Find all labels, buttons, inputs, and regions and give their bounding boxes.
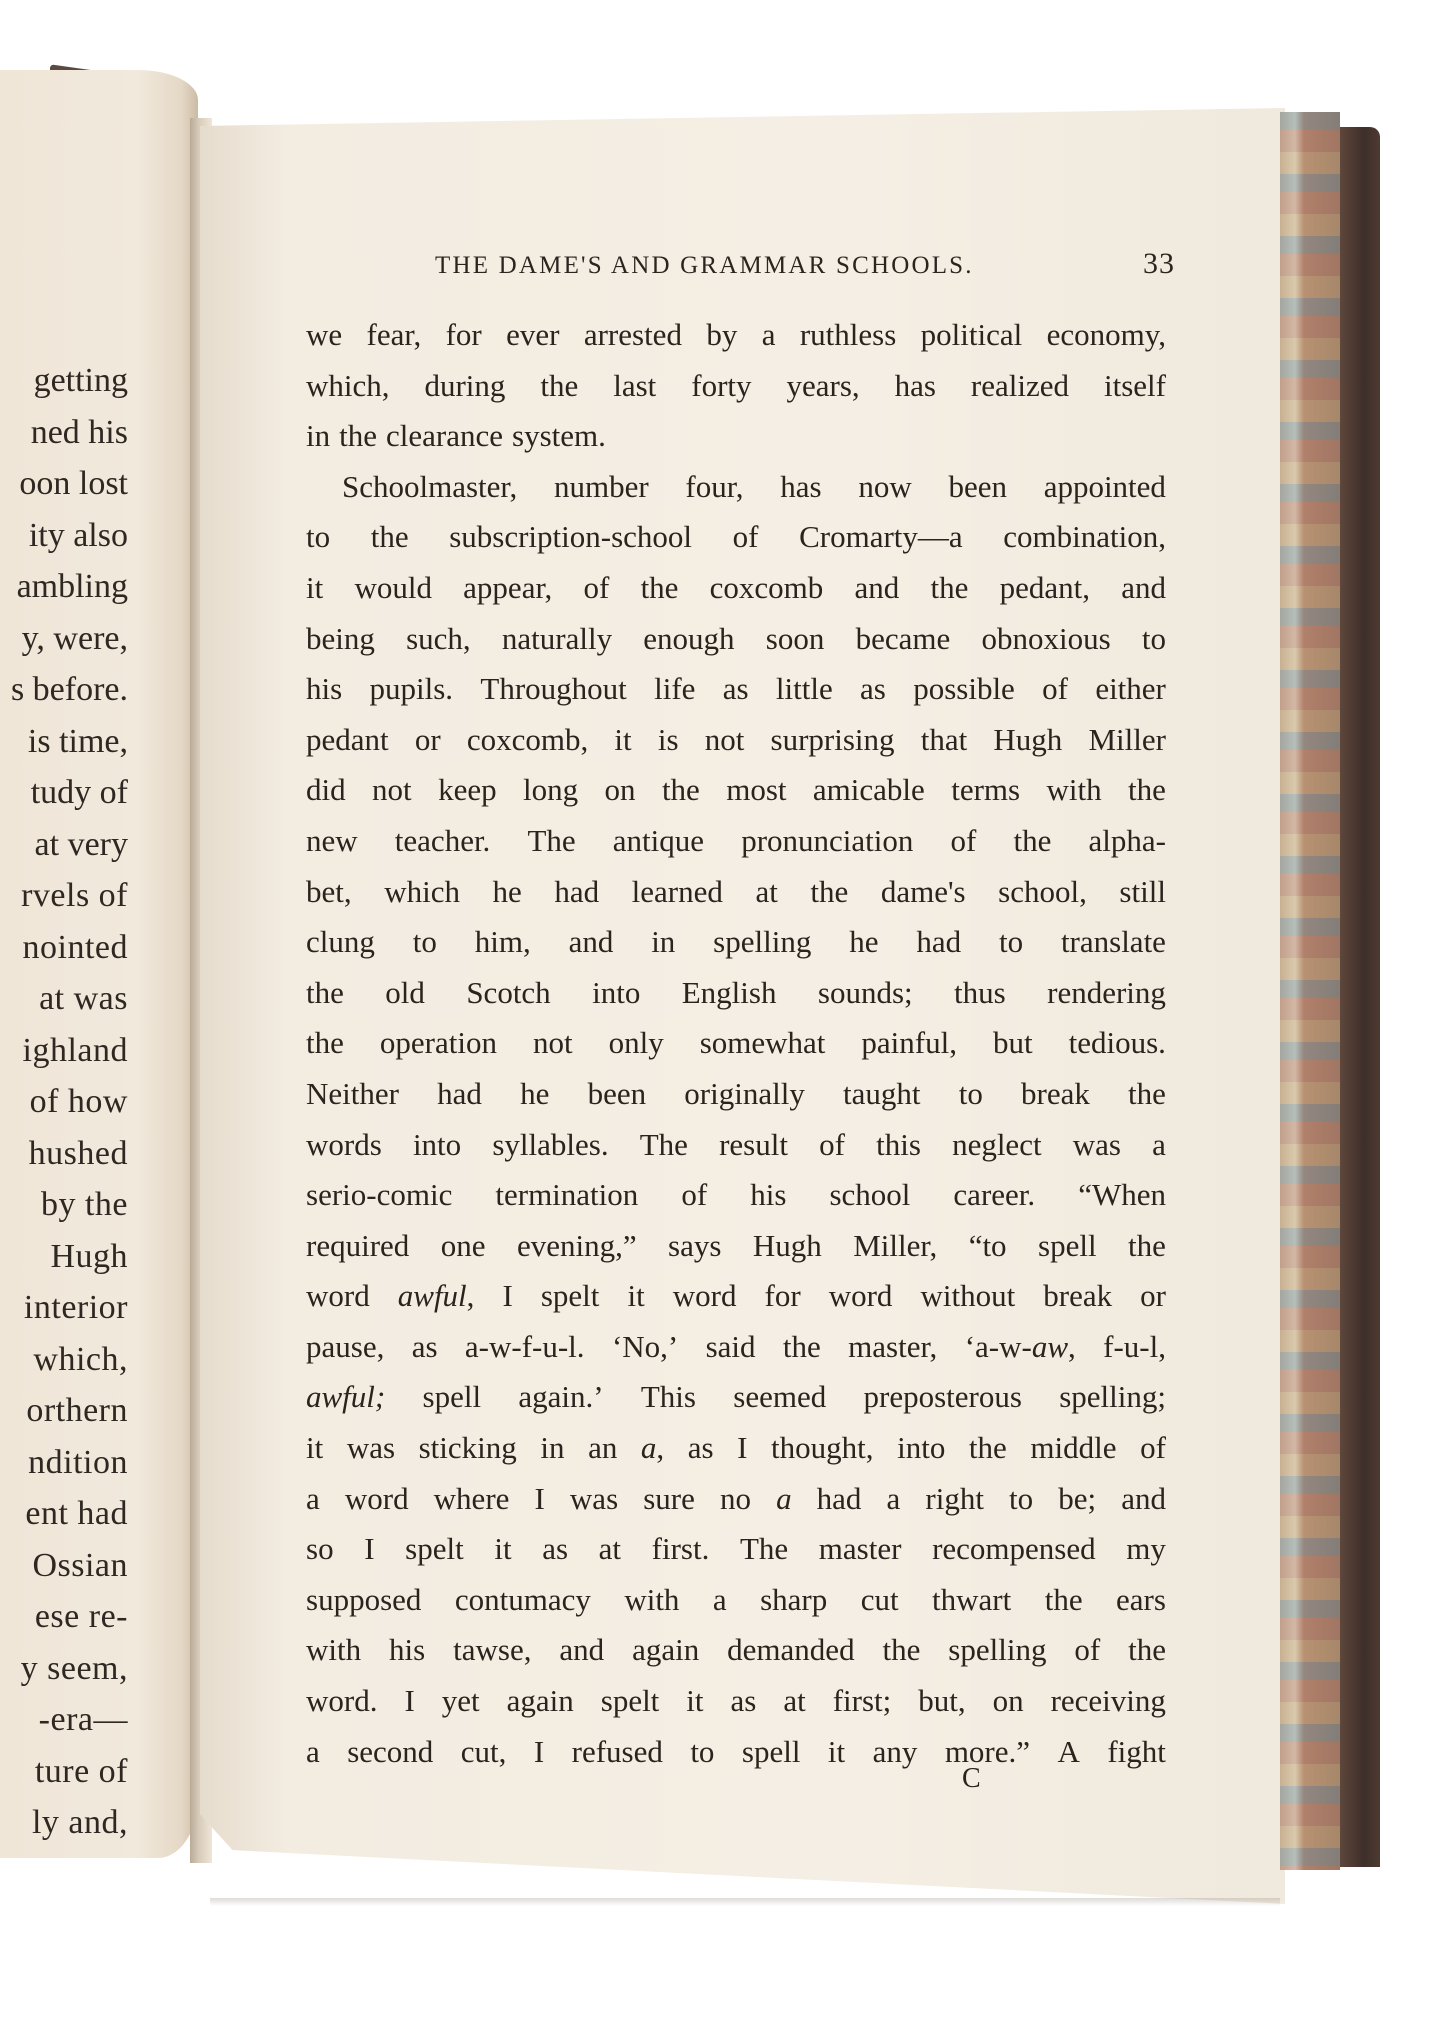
body-text-line: so I spelt it as at first. The master recompensed my bbox=[306, 1531, 1166, 1567]
body-text-line: his pupils. Throughout life as little as possible of either bbox=[306, 671, 1166, 707]
left-page-line: ent had bbox=[25, 1495, 128, 1532]
body-text-line: which, during the last forty years, has realized itself bbox=[306, 367, 1166, 403]
body-text-line: awful; spell again.’ This seemed preposterous spelling; bbox=[306, 1379, 1166, 1415]
body-text-line: it was sticking in an a, as I thought, into the middle of bbox=[306, 1430, 1166, 1466]
left-page-text bbox=[0, 355, 128, 1849]
body-text-line: the old Scotch into English sounds; thus rendering bbox=[306, 974, 1166, 1010]
body-text-line: with his tawse, and again demanded the spelling of the bbox=[306, 1632, 1166, 1668]
body-text-line: Neither had he been originally taught to break the bbox=[306, 1075, 1166, 1111]
left-page-line: ighland bbox=[22, 1031, 128, 1069]
left-page-line: is time, bbox=[27, 722, 128, 760]
left-page bbox=[0, 70, 198, 1858]
left-page-line: oon lost bbox=[19, 465, 128, 502]
left-page-line: getting bbox=[33, 362, 128, 399]
body-text-line: did not keep long on the most amicable terms with the bbox=[306, 772, 1166, 808]
body-text-line: a second cut, I refused to spell it any more.” A fight bbox=[306, 1733, 1166, 1769]
body-text-line: clung to him, and in spelling he had to translate bbox=[306, 924, 1166, 960]
left-page-line: which, bbox=[33, 1340, 128, 1378]
body-text-line: the operation not only somewhat painful, but tedious. bbox=[306, 1025, 1166, 1061]
left-page-line: s before. bbox=[10, 671, 128, 708]
left-page-line: ity also bbox=[28, 516, 128, 554]
left-page-line: ese re- bbox=[34, 1598, 128, 1635]
left-page-line: of how bbox=[29, 1083, 128, 1120]
body-text-line: required one evening,” says Hugh Miller, “to spell the bbox=[306, 1227, 1166, 1263]
left-page-line: ture of bbox=[34, 1752, 128, 1790]
page-shadow bbox=[210, 1898, 1280, 1906]
left-page-line: tudy of bbox=[30, 774, 128, 811]
left-page-line: interior bbox=[23, 1289, 128, 1326]
back-cover-edge bbox=[1340, 127, 1380, 1867]
left-page-line: Hugh bbox=[50, 1237, 128, 1275]
body-text-line: to the subscription-school of Cromarty—a combination, bbox=[306, 519, 1166, 555]
left-page-line: ned his bbox=[30, 413, 128, 451]
left-page-line: y, were, bbox=[21, 619, 128, 657]
body-text-line: it would appear, of the coxcomb and the pedant, and bbox=[306, 569, 1166, 605]
left-page-line: hushed bbox=[28, 1134, 128, 1172]
body-text-line: new teacher. The antique pronunciation of the alpha- bbox=[306, 822, 1166, 858]
marbled-fore-edge bbox=[1280, 112, 1340, 1870]
body-text-line: bet, which he had learned at the dame's school, still bbox=[306, 873, 1166, 909]
left-page-line: nointed bbox=[22, 928, 128, 966]
body-text-line: pedant or coxcomb, it is not surprising that Hugh Miller bbox=[306, 721, 1166, 757]
body-text-line: being such, naturally enough soon became obnoxious to bbox=[306, 620, 1166, 656]
body-text-line: word. I yet again spelt it as at first; but, on receiving bbox=[306, 1683, 1166, 1719]
left-page-line: ndition bbox=[28, 1443, 128, 1481]
body-text-line: Schoolmaster, number four, has now been appointed bbox=[342, 468, 1166, 504]
body-text-line: word awful, I spelt it word for word without break or bbox=[306, 1278, 1166, 1314]
left-page-line: ly and, bbox=[31, 1804, 128, 1841]
left-page-line: at very bbox=[34, 825, 128, 863]
left-page-line: by the bbox=[40, 1186, 128, 1223]
running-head bbox=[435, 247, 1175, 281]
left-page-line: y seem, bbox=[20, 1649, 128, 1687]
page-number: 33 bbox=[1143, 247, 1175, 280]
body-text-line: we fear, for ever arrested by a ruthless political economy, bbox=[306, 317, 1166, 352]
left-page-line: ambling bbox=[16, 568, 128, 605]
left-page-line: orthern bbox=[26, 1392, 128, 1429]
left-page-line: at was bbox=[39, 980, 128, 1017]
body-text-line: words into syllables. The result of this neglect was a bbox=[306, 1126, 1166, 1162]
body-text-line: a word where I was sure no a had a right to be; and bbox=[306, 1480, 1166, 1516]
running-head-title: THE DAME'S AND GRAMMAR SCHOOLS. bbox=[435, 252, 974, 279]
body-text bbox=[306, 310, 1166, 1777]
body-text-line: in the clearance system. bbox=[306, 418, 606, 454]
body-text-line: serio-comic termination of his school career. “When bbox=[306, 1177, 1166, 1213]
body-text-line: pause, as a-w-f-u-l. ‘No,’ said the master, ‘a-w-aw, f-u-l, bbox=[306, 1328, 1166, 1364]
body-text-line: supposed contumacy with a sharp cut thwart the ears bbox=[306, 1581, 1166, 1617]
signature-mark: C bbox=[962, 1763, 981, 1794]
left-page-line: rvels of bbox=[21, 877, 128, 914]
left-page-line: -era— bbox=[38, 1701, 128, 1738]
left-page-line: Ossian bbox=[32, 1546, 128, 1584]
